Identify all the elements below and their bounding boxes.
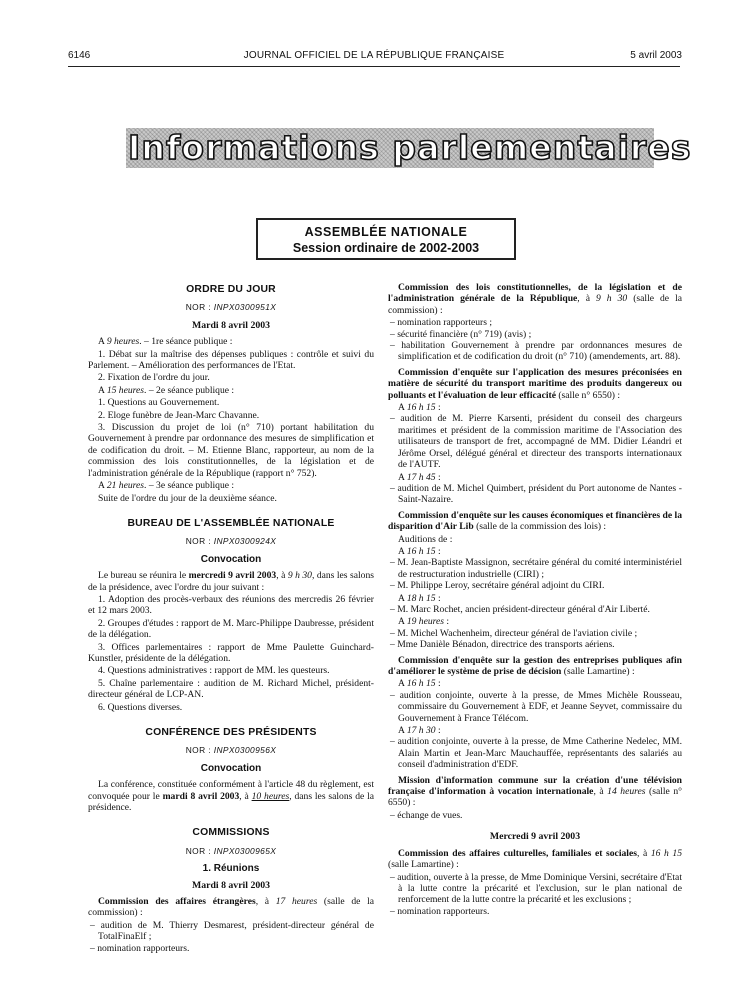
ordre-date: Mardi 8 avril 2003 [191, 319, 271, 331]
section-title-conf: CONFÉRENCE DES PRÉSIDENTS [145, 727, 317, 738]
bureau-item: 1. Adoption des procès-verbaux des réunions des mercredis 26 février et 12 mars 2003. [88, 593, 374, 617]
comm-airlib: Commission d'enquête sur les causes économiques et financières de la disparition d'Air Lib (salle de la commission des lois) : [388, 509, 682, 533]
entr-time-2: A 17 h 30 : [398, 725, 441, 737]
ordre-item: 2. Fixation de l'ordre du jour. [98, 372, 210, 384]
comm-maritime: Commission d'enquête sur l'application des mesures préconisées en matière de sécurité du transport maritime des produits dangereux ou polluants et l'évaluation de leur efficacité (salle n° 6550) : [388, 366, 682, 401]
seance-3: A 21 heures. – 3e séance publique : [98, 480, 235, 492]
ordre-item: Suite de l'ordre du jour de la deuxième séance. [98, 492, 277, 504]
lois-item: – habilitation Gouvernement à prendre par ordonnances mesures de simplification et de codification du droit (n° 710) (amendements, art. 88). [390, 340, 682, 363]
nor-code: INPX0300924X [213, 536, 277, 547]
ordre-item: 1. Débat sur la maîtrise des dépenses publiques : contrôle et suivi du Parlement. – Amélioration des performances de l'Etat. [88, 348, 374, 372]
culturelles-item: – nomination rapporteurs. [390, 905, 490, 917]
ordre-item: 2. Eloge funèbre de Jean-Marc Chavanne. [98, 409, 260, 421]
culturelles-item: – audition, ouverte à la presse, de Mme Dominique Versini, secrétaire d'Etat à la lutte contre la précarité et l'exclusion, sur le plan national de renforcement de la lutte contre la précarité et les exclusions ; [390, 871, 682, 906]
entr-time-1: A 16 h 15 : [398, 678, 441, 690]
bureau-item: 6. Questions diverses. [98, 701, 183, 713]
airlib-item: – M. Philippe Leroy, secrétaire général adjoint du CIRI. [390, 580, 605, 592]
maritime-time-2: A 17 h 45 : [398, 471, 441, 483]
ordre-item: 3. Discussion du projet de loi (n° 710) portant habilitation du Gouvernement à prendre par ordonnance des mesures de simplification et de codification du droit. – M. Etienne Blanc, rapporteur, au nom de la commission des lois constitutionnelles, de la législation et de l'administration générale de la République (rapport n° 752). [88, 422, 374, 479]
mercredi-date: Mercredi 9 avril 2003 [489, 831, 581, 843]
airlib-item: – M. Marc Rochet, ancien président-directeur général d'Air Liberté. [390, 603, 650, 615]
bureau-item: 4. Questions administratives : rapport de MM. les questeurs. [98, 665, 330, 677]
comm-date: Mardi 8 avril 2003 [191, 879, 271, 891]
page-number: 6146 [68, 50, 91, 61]
bureau-item: 3. Offices parlementaires : rapport de Mme Paulette Guinchard-Kunstler, présidente de la délégation. [88, 641, 374, 664]
session-name: Session ordinaire de 2002-2003 [292, 241, 480, 255]
lois-item: – sécurité financière (n° 719) (avis) ; [390, 328, 532, 340]
nor-bureau: NOR : INPX0300924X [185, 536, 277, 547]
airlib-item: – M. Michel Wachenheim, directeur général de l'aviation civile ; [390, 627, 638, 639]
seance-2: A 15 heures. – 2e séance publique : [98, 384, 235, 396]
airlib-time-1: A 16 h 15 : [398, 545, 441, 557]
reunions-title: 1. Réunions [202, 863, 260, 875]
nor-comm: NOR : INPX0300965X [185, 845, 277, 856]
header-rule [68, 66, 680, 67]
airlib-time-3: A 19 heures : [398, 616, 450, 628]
nor-conf: NOR : INPX0300956X [185, 745, 277, 756]
entr-item: – audition conjointe, ouverte à la presse, de Mmes Michèle Rousseau, commissaire du Gouvernement à EDF, et Jeanne Seyvet, commissaire du Gouvernement à France Télécom. [390, 689, 682, 724]
comm-ae: Commission des affaires étrangères, à 17 heures (salle de la commission) : [88, 896, 374, 919]
airlib-item: – M. Jean-Baptiste Massignon, secrétaire général du comité interministériel de restructuration industrielle (CIRI) ; [390, 557, 682, 580]
comm-ae-item: – audition de M. Thierry Desmarest, président-directeur général de TotalFinaElf ; [90, 919, 374, 943]
maritime-item: – audition de M. Michel Quimbert, président du Port autonome de Nantes - Saint-Nazaire. [390, 482, 682, 506]
seance-1: A 9 heures. – 1re séance publique : [98, 336, 233, 348]
ordre-item: 1. Questions au Gouvernement. [98, 397, 220, 409]
nor-code: INPX0300956X [213, 745, 277, 756]
comm-ae-item: – nomination rapporteurs. [90, 942, 190, 954]
assembly-box [256, 218, 516, 260]
journal-title: JOURNAL OFFICIEL DE LA RÉPUBLIQUE FRANÇAISE [243, 50, 505, 61]
comm-culturelles: Commission des affaires culturelles, familiales et sociales, à 16 h 15 (salle Lamartine) : [388, 847, 682, 871]
bureau-convocation: Convocation [200, 553, 262, 565]
issue-date: 5 avril 2003 [630, 50, 682, 61]
section-title-ordre: ORDRE DU JOUR [186, 284, 276, 295]
maritime-time-1: A 16 h 15 : [398, 402, 441, 414]
bureau-item: 5. Chaîne parlementaire : audition de M. Richard Michel, président-directeur général de LCP-AN. [88, 677, 374, 701]
assembly-name: ASSEMBLÉE NATIONALE [304, 225, 468, 239]
conf-convocation: Convocation [200, 762, 262, 774]
nor-code: INPX0300951X [213, 302, 277, 313]
banner-title: Informations parlementaires [128, 128, 692, 167]
left-column [88, 282, 374, 954]
airlib-time-2: A 18 h 15 : [398, 592, 441, 604]
entr-item: – audition conjointe, ouverte à la presse, de Mme Catherine Nedelec, MM. Alain Martin et Jean-Marc Mauchauffée, représentants des salariés au conseil d'administration d'EDF. [390, 736, 682, 771]
comm-entreprises: Commission d'enquête sur la gestion des entreprises publiques afin d'améliorer le système de prise de décision (salle Lamartine) : [388, 654, 682, 677]
section-title-bureau: BUREAU DE L'ASSEMBLÉE NATIONALE [127, 517, 335, 529]
maritime-item: – audition de M. Pierre Karsenti, président du conseil des chargeurs maritimes et président de la commission maritime de l'Association des utilisateurs de transport de fret, accompagné de MM. Didier Léandri et Jérôme Orsel, délégué général et directeur des transports internationaux de l'AUTF. [390, 413, 682, 471]
comm-lois: Commission des lois constitutionnelles, de la législation et de l'administration générale de la République, à 9 h 30 (salle de la commission) : [388, 282, 682, 316]
mission-item: – échange de vues. [390, 809, 463, 821]
section-title-comm: COMMISSIONS [192, 827, 270, 839]
airlib-item: – Mme Danièle Bénadon, directrice des transports aériens. [390, 639, 615, 651]
nor-label: NOR : [185, 302, 211, 313]
airlib-auditions: Auditions de : [398, 533, 453, 545]
nor-ordre [88, 302, 374, 313]
lois-item: – nomination rapporteurs ; [390, 317, 493, 329]
right-column [388, 282, 682, 917]
nor-code: INPX0300965X [213, 845, 277, 856]
conf-text: La conférence, constituée conformément à l'article 48 du règlement, est convoquée pour le mardi 8 avril 2003, à 10 heures, dans les salons de la présidence. [88, 779, 374, 814]
page-header [0, 50, 748, 64]
bureau-item: 2. Groupes d'études : rapport de M. Marc-Philippe Daubresse, président de la délégation. [88, 617, 374, 641]
mission-info: Mission d'information commune sur la création d'une télévision française d'information à vocation internationale, à 14 heures (salle n° 6550) : [388, 774, 682, 809]
bureau-intro: Le bureau se réunira le mercredi 9 avril 2003, à 9 h 30, dans les salons de la présidence, avec l'ordre du jour suivant : [88, 570, 374, 593]
